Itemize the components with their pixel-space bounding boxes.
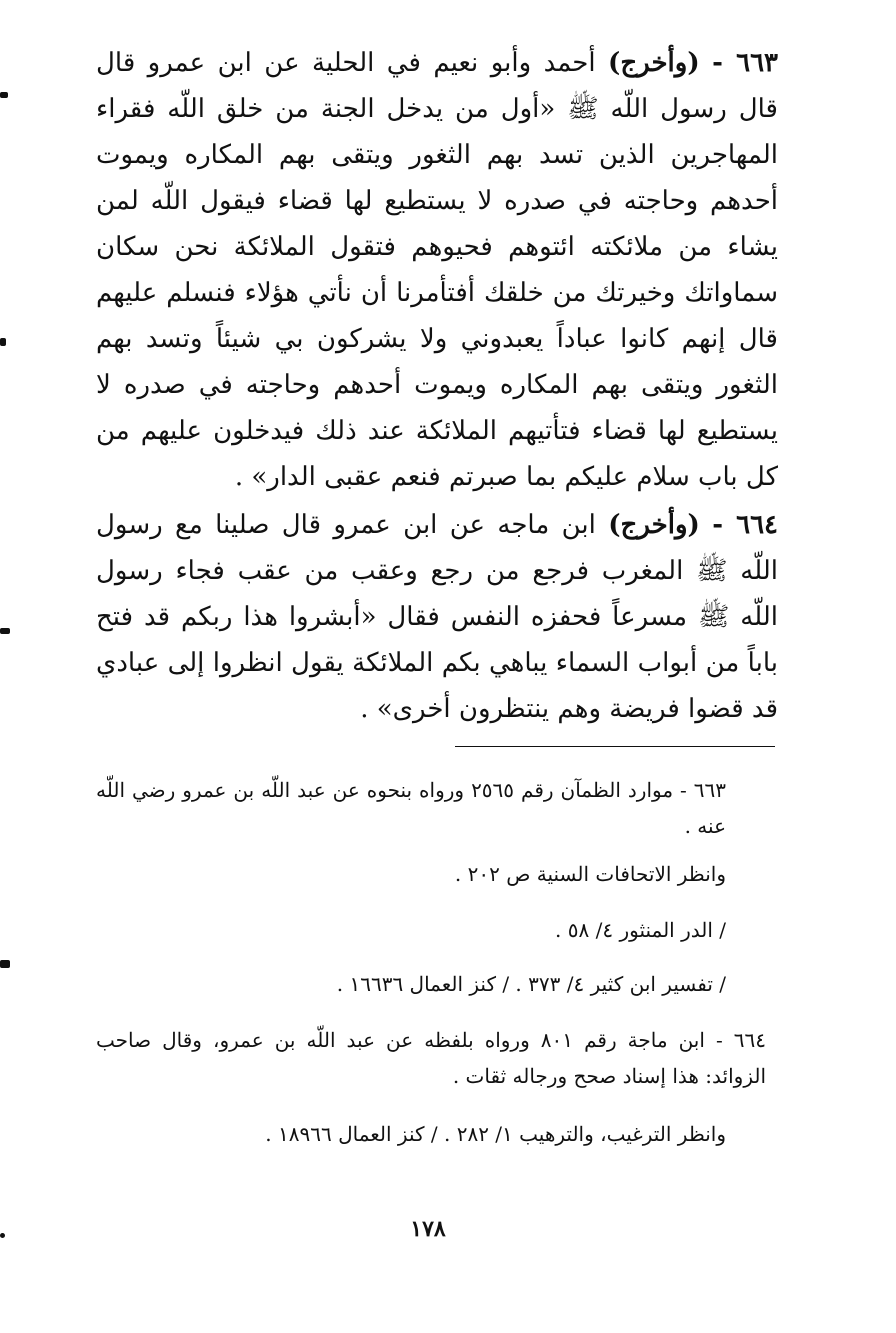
footnote-separator: [455, 746, 775, 747]
footnote-663-ref-2: / الدر المنثور ٤/ ٥٨ .: [555, 918, 726, 942]
binding-mark: [0, 628, 10, 634]
hadith-664-lead: (وأخرج): [608, 510, 700, 540]
binding-mark: [0, 1233, 5, 1238]
hadith-663-text: أحمد وأبو نعيم في الحلية عن ابن عمرو قال قال رسول اللّه ﷺ «أول من يدخل الجنة من خلق اللّه فقراء المهاجرين الذين تسد بهم الثغور ويتقى بهم المكاره ويموت أحدهم وحاجته في صدره لا يستطيع لها قضاء فيقول اللّه لمن يشاء من ملائكته ائتوهم فحيوهم فتقول الملائكة نحن سكان سماواتك وخيرتك من خلقك أفتأمرنا أن نأتي هؤلاء فنسلم عليهم قال إنهم كانوا عباداً يعبدوني ولا يشركون بي شيئاً وتسد بهم الثغور ويتقى بهم المكاره ويموت أحدهم وحاجته في صدره لا يستطيع لها قضاء فتأتيهم الملائكة عند ذلك فيدخلون عليهم من كل باب سلام عليكم بما صبرتم فنعم عقبى الدار» .: [96, 48, 778, 492]
hadith-664-number: ٦٦٤ -: [712, 510, 779, 540]
footnote-663-ref-1: وانظر الاتحافات السنية ص ٢٠٢ .: [454, 862, 726, 886]
footnote-663-source: ٦٦٣ - موارد الظمآن رقم ٢٥٦٥ ورواه بنحوه عن عبد اللّه بن عمرو رضي اللّه عنه .: [96, 778, 727, 838]
page-number: ١٧٨: [410, 1216, 446, 1242]
footnote-664-ref: وانظر الترغيب، والترهيب ١/ ٢٨٢ . / كنز العمال ١٨٩٦٦ .: [265, 1122, 726, 1146]
binding-mark: [0, 960, 10, 968]
hadith-664-paragraph: [96, 502, 778, 732]
hadith-664-text: ابن ماجه عن ابن عمرو قال صلينا مع رسول اللّه ﷺ المغرب فرجع من رجع وعقب من عقب فجاء رسول اللّه ﷺ مسرعاً فحفزه النفس فقال «أبشروا هذا ربكم قد فتح باباً من أبواب السماء يباهي بكم الملائكة يقول انظروا إلى عبادي قد قضوا فريضة وهم ينتظرون أخرى» .: [96, 510, 778, 724]
hadith-663-lead: (وأخرج): [608, 48, 700, 78]
footnote-663-ref-3: / تفسير ابن كثير ٤/ ٣٧٣ . / كنز العمال ١٦٦٣٦ .: [336, 972, 726, 996]
footnote-664-source: ٦٦٤ - ابن ماجة رقم ٨٠١ ورواه بلفظه عن عبد اللّه بن عمرو، وقال صاحب الزوائد: هذا إسناد صحح ورجاله ثقات .: [96, 1028, 766, 1088]
hadith-663-number: ٦٦٣ -: [712, 48, 779, 78]
hadith-663-paragraph: [96, 40, 778, 500]
binding-mark: [0, 338, 6, 346]
binding-mark: [0, 92, 8, 98]
